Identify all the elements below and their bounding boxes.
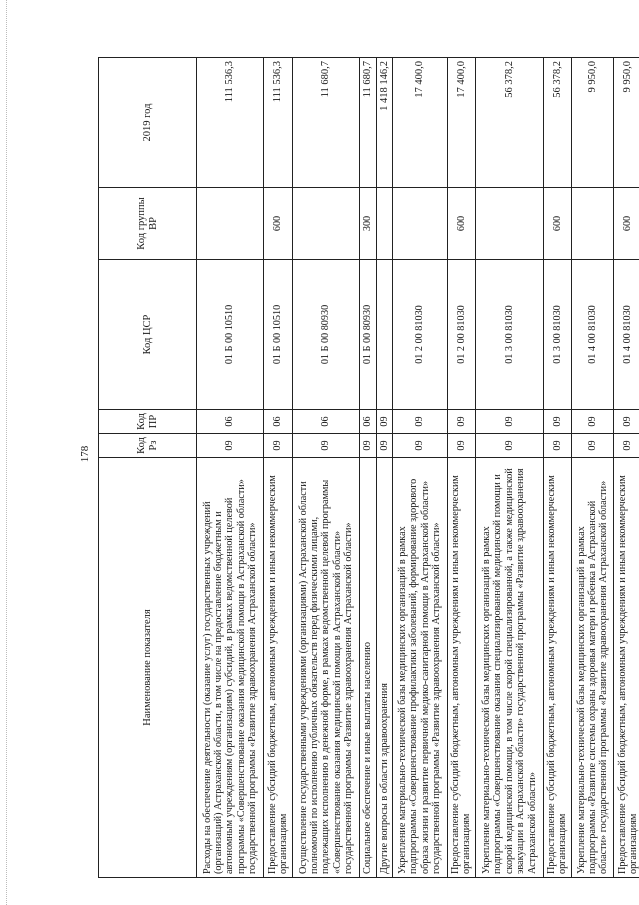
row-csr: 01 4 00 81030: [572, 260, 614, 410]
row-amount: 56 378,2: [476, 58, 543, 188]
row-pr: 09: [543, 410, 572, 434]
row-name: Осуществление государственными учреждениями (организациями) Астраханской области полномочий по исполнению публичных обязательств перед физическими лицами, подлежащих исполнению в денежной форме, в рамках ведомственной целевой программы «Совершенствование оказания медицинской помощи в Астраханской области» государственной программы «Развитие здравоохранения Астраханской области»: [293, 458, 360, 878]
row-pr: 06: [197, 410, 264, 434]
row-name: Другие вопросы в области здравоохранения: [376, 458, 392, 878]
row-rz: 09: [197, 434, 264, 458]
row-rz: 09: [360, 434, 376, 458]
row-name: Предоставление субсидий бюджетным, автономным учреждениям и иным некоммерческим организациям: [264, 458, 293, 878]
budget-table: [98, 57, 639, 878]
row-csr: 01 Б 00 10510: [197, 260, 264, 410]
table-row: [614, 58, 639, 878]
row-pr: 09: [447, 410, 476, 434]
row-vr: [476, 188, 543, 260]
row-name: Укрепление материально-технической базы медицинских организаций в рамках подпрограммы «Совершенствование профилактики заболеваний, формирование здорового образа жизни и развитие первичной медико-санитарной помощи в Астраханской области» государственной программы «Развитие здравоохранения Астраханской области»: [393, 458, 447, 878]
row-name: Предоставление субсидий бюджетным, автономным учреждениям и иным некоммерческим организациям: [543, 458, 572, 878]
scan-margin: [6, 0, 13, 905]
row-rz: 09: [476, 434, 543, 458]
table-row: [543, 58, 572, 878]
row-name: Предоставление субсидий бюджетным, автономным учреждениям и иным некоммерческим организациям: [447, 458, 476, 878]
row-rz: 09: [293, 434, 360, 458]
row-vr: [293, 188, 360, 260]
table-row: [572, 58, 614, 878]
row-csr: 01 Б 00 80930: [360, 260, 376, 410]
row-pr: 09: [572, 410, 614, 434]
row-rz: 09: [572, 434, 614, 458]
row-csr: [376, 260, 392, 410]
row-csr: 01 3 00 81030: [476, 260, 543, 410]
row-rz: 09: [543, 434, 572, 458]
row-pr: 09: [376, 410, 392, 434]
budget-table-container: [98, 58, 639, 878]
row-csr: 01 3 00 81030: [543, 260, 572, 410]
header-year: 2019 год: [99, 58, 197, 188]
table-row: [476, 58, 543, 878]
row-pr: 09: [476, 410, 543, 434]
header-vr: Код группы ВР: [99, 188, 197, 260]
row-vr: 600: [264, 188, 293, 260]
table-row: [393, 58, 447, 878]
row-rz: 09: [264, 434, 293, 458]
row-csr: 01 2 00 81030: [393, 260, 447, 410]
row-pr: 09: [393, 410, 447, 434]
table-row: [293, 58, 360, 878]
table-row: [264, 58, 293, 878]
table-row: [360, 58, 376, 878]
row-amount: 9 950,0: [614, 58, 639, 188]
row-vr: [393, 188, 447, 260]
row-vr: [572, 188, 614, 260]
row-vr: 600: [543, 188, 572, 260]
row-pr: 09: [614, 410, 639, 434]
header-pr: Код ПР: [99, 410, 197, 434]
row-amount: 17 400,0: [447, 58, 476, 188]
row-amount: 17 400,0: [393, 58, 447, 188]
row-vr: [376, 188, 392, 260]
row-csr: 01 2 00 81030: [447, 260, 476, 410]
row-csr: 01 Б 00 80930: [293, 260, 360, 410]
row-amount: 111 536,3: [197, 58, 264, 188]
header-name: Наименование показателя: [99, 458, 197, 878]
table-header-row: [99, 58, 197, 878]
row-amount: 111 536,3: [264, 58, 293, 188]
row-name: Расходы на обеспечение деятельности (оказание услуг) государственных учреждений (организаций) Астраханской области, в том числе на предоставление бюджетным и автономным учреждениям (организациям) субсидий, в рамках ведомственной целевой программы «Совершенствование оказания медицинской помощи в Астраханской области» государственной программы «Развитие здравоохранения Астраханской области»: [197, 458, 264, 878]
row-amount: 11 680,7: [293, 58, 360, 188]
row-rz: 09: [447, 434, 476, 458]
header-rz: Код Рз: [99, 434, 197, 458]
row-csr: 01 4 00 81030: [614, 260, 639, 410]
header-csr: Код ЦСР: [99, 260, 197, 410]
row-vr: 600: [447, 188, 476, 260]
row-rz: 09: [393, 434, 447, 458]
table-row: [376, 58, 392, 878]
table-row: [447, 58, 476, 878]
row-rz: 09: [376, 434, 392, 458]
row-pr: 06: [360, 410, 376, 434]
row-amount: 9 950,0: [572, 58, 614, 188]
row-name: Укрепление материально-технической базы медицинских организаций в рамках подпрограммы «Совершенствование оказания специализированной медицинской помощи и скорой медицинской помощи, в том числе скорой специализированной, а также медицинской эвакуации в Астраханской области» государственной программы «Развитие здравоохранения Астраханской области»: [476, 458, 543, 878]
row-csr: 01 Б 00 10510: [264, 260, 293, 410]
row-amount: 11 680,7: [360, 58, 376, 188]
row-name: Укрепление материально-технической базы медицинских организаций в рамках подпрограммы «Развитие системы охраны здоровья матери и ребенка в Астраханской области» государственной программы «Развитие здравоохранения Астраханской области»: [572, 458, 614, 878]
row-vr: 600: [614, 188, 639, 260]
page-number: 178: [79, 445, 91, 463]
row-name: Социальное обеспечение и иные выплаты населению: [360, 458, 376, 878]
row-pr: 06: [264, 410, 293, 434]
row-pr: 06: [293, 410, 360, 434]
row-vr: [197, 188, 264, 260]
row-amount: 56 378,2: [543, 58, 572, 188]
row-rz: 09: [614, 434, 639, 458]
table-row: [197, 58, 264, 878]
row-vr: 300: [360, 188, 376, 260]
row-amount: 1 418 146,2: [376, 58, 392, 188]
row-name: Предоставление субсидий бюджетным, автономным учреждениям и иным некоммерческим организациям: [614, 458, 639, 878]
